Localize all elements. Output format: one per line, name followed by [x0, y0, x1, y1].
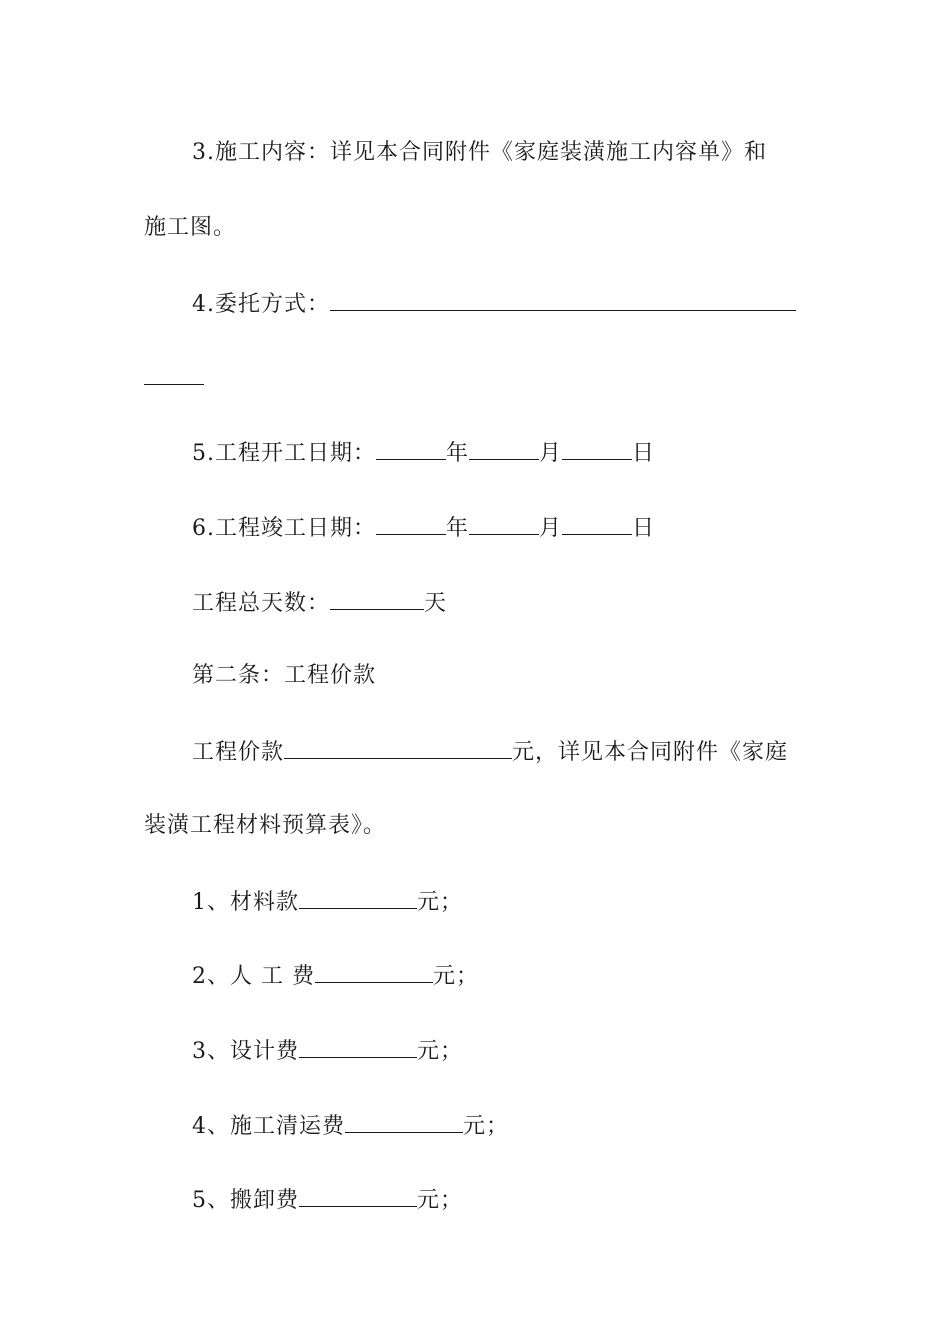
item-3-continuation-text: 施工图。 — [144, 215, 237, 240]
entrust-method-blank[interactable] — [330, 290, 796, 311]
fee-handling — [192, 1186, 463, 1212]
item-5-start-date — [192, 439, 655, 465]
price-label: 工程价款 — [192, 740, 285, 765]
item-6-completion-date — [192, 514, 655, 540]
item-5-label: 5.工程开工日期： — [192, 441, 376, 466]
total-days-unit: 天 — [424, 591, 448, 616]
fee-1-unit: 元； — [417, 890, 464, 915]
end-year-blank[interactable] — [376, 514, 446, 535]
fee-cleanup — [192, 1112, 509, 1138]
item-3-text: 3.施工内容：详见本合同附件《家庭装潢施工内容单》和 — [192, 140, 767, 165]
item-3-construction-content — [192, 140, 767, 166]
fee-1-blank[interactable] — [299, 888, 417, 909]
total-days-label: 工程总天数： — [192, 591, 331, 616]
item-3-continuation — [144, 215, 236, 241]
article-2-heading — [192, 663, 376, 689]
fee-4-label: 4、施工清运费 — [192, 1114, 345, 1139]
item-4-entrust-method — [192, 290, 796, 316]
end-day-unit: 日 — [632, 516, 656, 541]
start-month-blank[interactable] — [469, 439, 539, 460]
fee-labor — [192, 962, 479, 988]
end-day-blank[interactable] — [562, 514, 632, 535]
price-continuation-text: 装潢工程材料预算表》。 — [144, 813, 387, 838]
end-month-blank[interactable] — [469, 514, 539, 535]
fee-3-blank[interactable] — [299, 1037, 417, 1058]
fee-5-blank[interactable] — [299, 1186, 417, 1207]
item-4-continuation — [144, 364, 204, 390]
item-6-label: 6.工程竣工日期： — [192, 516, 376, 541]
total-days — [192, 589, 447, 615]
entrust-method-blank-continued[interactable] — [144, 364, 204, 385]
fee-5-unit: 元； — [417, 1188, 464, 1213]
total-days-blank[interactable] — [330, 589, 424, 610]
start-year-unit: 年 — [446, 441, 470, 466]
article-2-title: 第二条：工程价款 — [192, 663, 377, 688]
fee-1-label: 1、材料款 — [192, 890, 299, 915]
item-4-label: 4.委托方式： — [192, 292, 330, 317]
fee-3-unit: 元； — [417, 1039, 464, 1064]
fee-2-unit: 元； — [432, 964, 479, 989]
start-year-blank[interactable] — [376, 439, 446, 460]
project-price-continuation — [144, 813, 386, 839]
fee-3-label: 3、设计费 — [192, 1039, 299, 1064]
price-blank[interactable] — [284, 738, 512, 759]
start-day-unit: 日 — [632, 441, 656, 466]
fee-design — [192, 1037, 463, 1063]
start-month-unit: 月 — [539, 441, 563, 466]
start-day-blank[interactable] — [562, 439, 632, 460]
end-year-unit: 年 — [446, 516, 470, 541]
fee-5-label: 5、搬卸费 — [192, 1188, 299, 1213]
project-price — [192, 738, 788, 764]
end-month-unit: 月 — [539, 516, 563, 541]
fee-2-blank[interactable] — [315, 962, 433, 983]
fee-4-unit: 元； — [463, 1114, 510, 1139]
fee-materials — [192, 888, 463, 914]
fee-4-blank[interactable] — [345, 1112, 463, 1133]
fee-2-label: 2、人 工 费 — [192, 964, 315, 989]
price-suffix: 元，详见本合同附件《家庭 — [512, 740, 789, 765]
